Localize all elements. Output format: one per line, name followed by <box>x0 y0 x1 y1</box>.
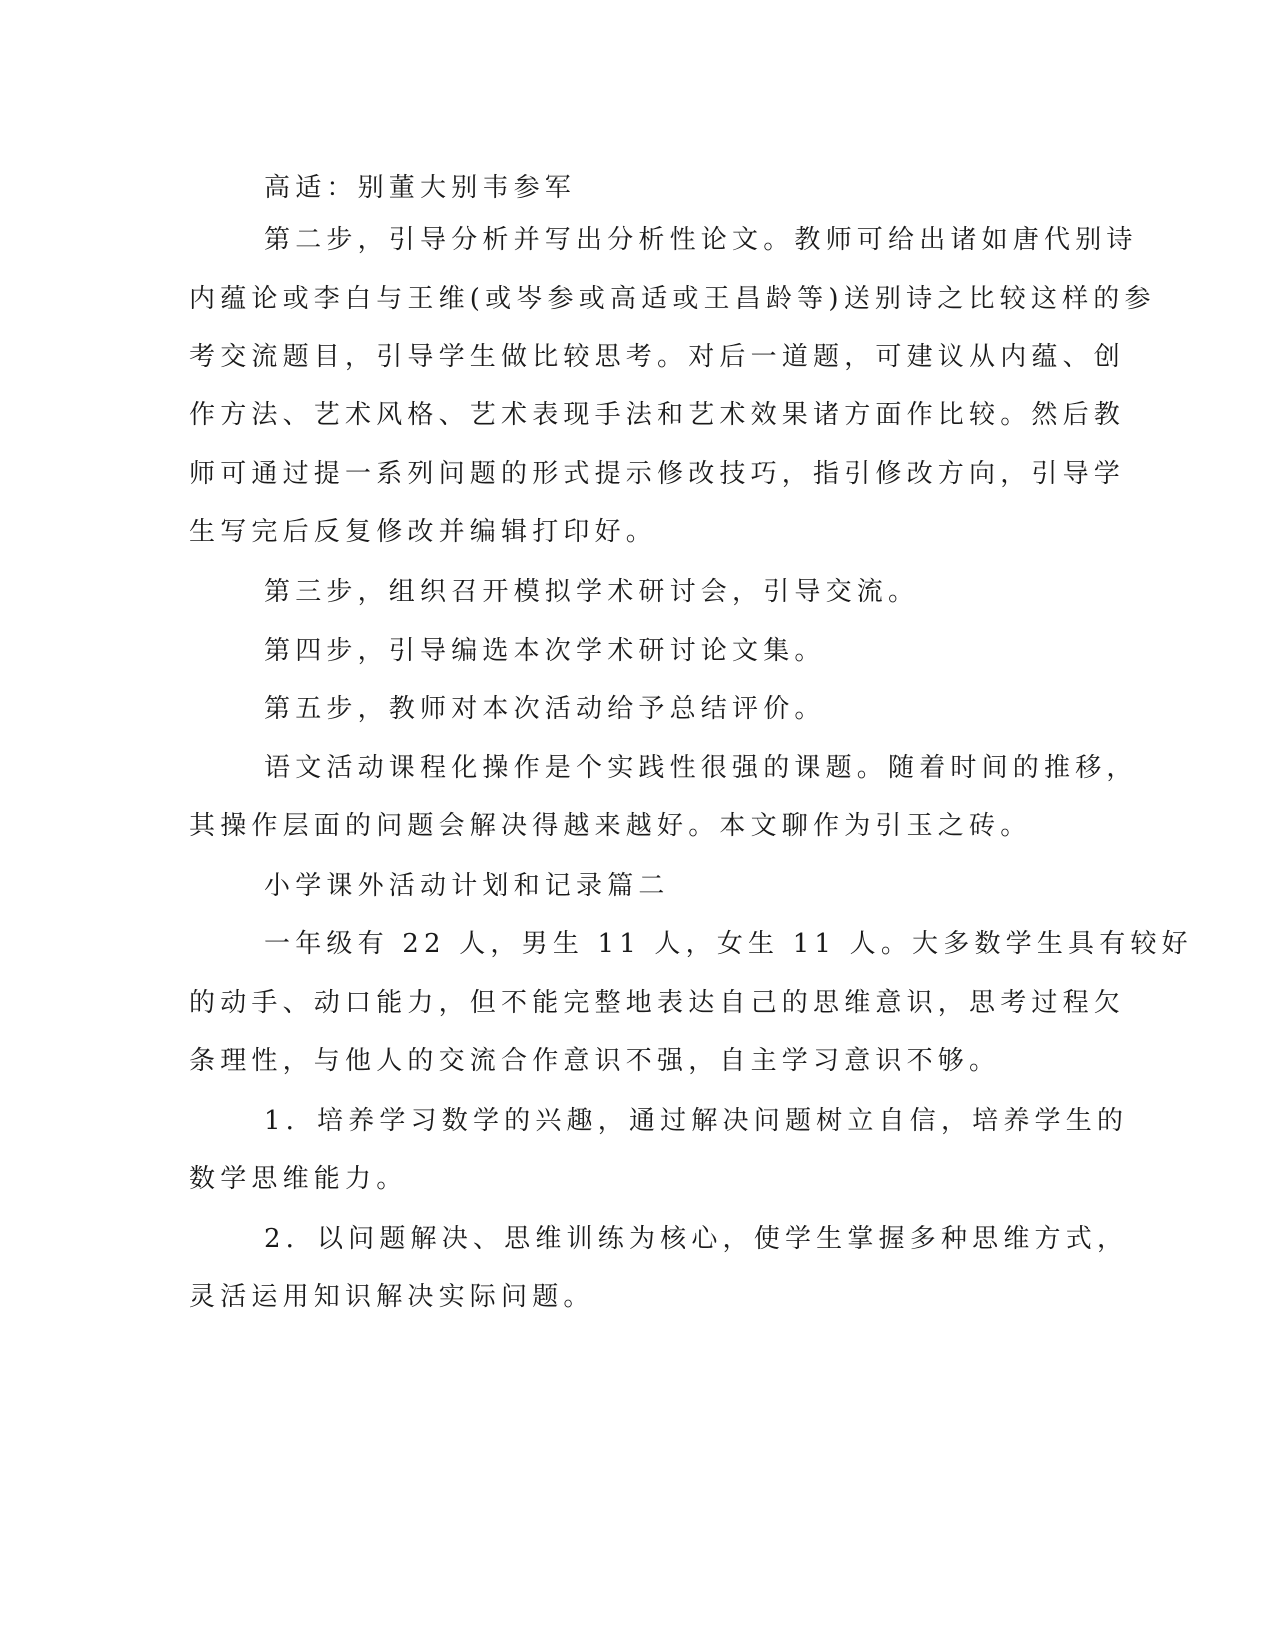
step-two-line-2: 内蕴论或李白与王维(或岑参或高适或王昌龄等)送别诗之比较这样的参 <box>189 284 1156 314</box>
goal-2-line-1: 2．以问题解决、思维训练为核心，使学生掌握多种思维方式， <box>264 1224 1129 1254</box>
step-two-line-4: 作方法、艺术风格、艺术表现手法和艺术效果诸方面作比较。然后教 <box>189 400 1126 430</box>
conclusion-line-1: 语文活动课程化操作是个实践性很强的课题。随着时间的推移， <box>264 753 1138 783</box>
heading-poem-title: 高适：别董大别韦参军 <box>264 173 577 203</box>
step-two-line-3: 考交流题目，引导学生做比较思考。对后一道题，可建议从内蕴、创 <box>189 342 1126 372</box>
step-two-line-1: 第二步，引导分析并写出分析性论文。教师可给出诸如唐代别诗 <box>264 225 1138 255</box>
goal-1-line-2: 数学思维能力。 <box>189 1164 408 1194</box>
class-overview-line-3: 条理性，与他人的交流合作意识不强，自主学习意识不够。 <box>189 1046 1001 1076</box>
section-title-part-two: 小学课外活动计划和记录篇二 <box>264 871 670 901</box>
class-overview-line-1: 一年级有 22 人，男生 11 人，女生 11 人。大多数学生具有较好 <box>264 929 1193 959</box>
goal-1-line-1: 1．培养学习数学的兴趣，通过解决问题树立自信，培养学生的 <box>264 1106 1129 1136</box>
step-four: 第四步，引导编选本次学术研讨论文集。 <box>264 636 826 666</box>
step-two-line-6: 生写完后反复修改并编辑打印好。 <box>189 517 658 547</box>
step-five: 第五步，教师对本次活动给予总结评价。 <box>264 694 826 724</box>
goal-2-line-2: 灵活运用知识解决实际问题。 <box>189 1282 595 1312</box>
class-overview-line-2: 的动手、动口能力，但不能完整地表达自己的思维意识，思考过程欠 <box>189 988 1126 1018</box>
step-three: 第三步，组织召开模拟学术研讨会，引导交流。 <box>264 577 920 607</box>
step-two-line-5: 师可通过提一系列问题的形式提示修改技巧，指引修改方向，引导学 <box>189 459 1126 489</box>
conclusion-line-2: 其操作层面的问题会解决得越来越好。本文聊作为引玉之砖。 <box>189 811 1032 841</box>
